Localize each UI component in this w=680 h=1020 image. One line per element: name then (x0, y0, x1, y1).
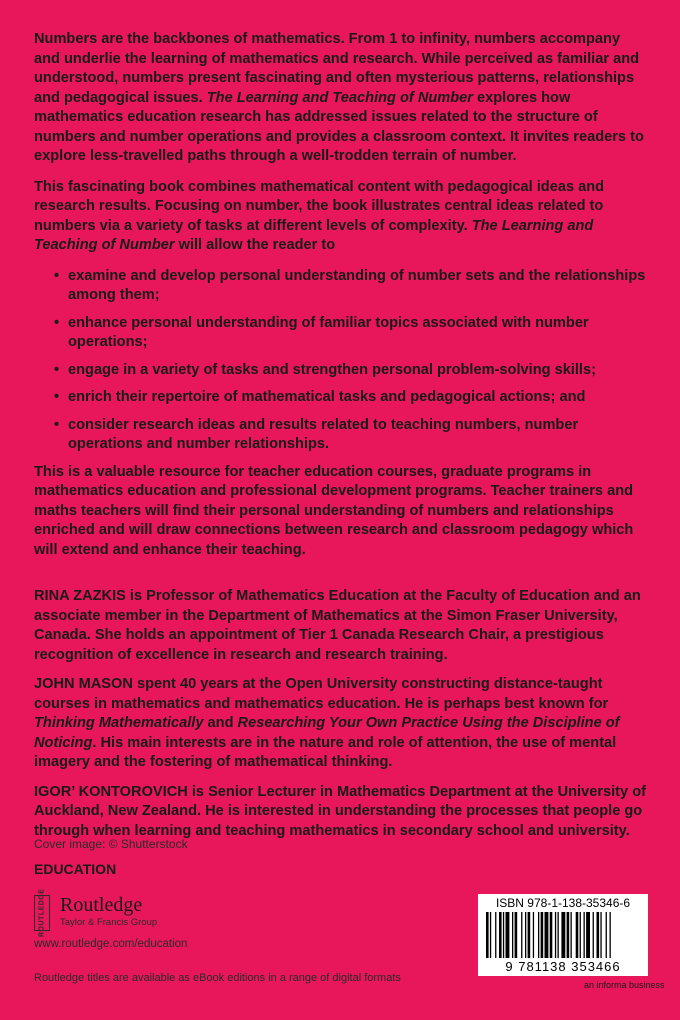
publisher-logo (34, 888, 158, 938)
book-title: The Learning and Teaching of Number (34, 217, 594, 253)
cover-image-credit: Cover image: © Shutterstock (34, 837, 188, 851)
barcode-box (478, 894, 648, 976)
bullet-icon: • (54, 389, 60, 405)
list-item: • examine and develop personal understanding of number sets and the relationships among them; (54, 267, 646, 303)
blurb-paragraph-3: This is a valuable resource for teacher education courses, graduate programs in mathematics education and professional development programs. Teacher trainers and maths teachers will find their personal understanding of numbers and relationships enriched and will draw connections between research and classroom pedagogy which will extend and enhance their teaching. (34, 463, 634, 558)
isbn-label: ISBN 978-1-138-35346-6 (495, 896, 631, 910)
ebook-note: Routledge titles are available as eBook editions in a range of digital formats (34, 972, 401, 984)
category-label: EDUCATION (34, 861, 117, 877)
bullet-list (34, 267, 650, 455)
barcode-number: 9 781138 353466 (505, 959, 621, 974)
publisher-name: Routledge (60, 894, 143, 916)
routledge-logo-icon: ROUTLEDGE (34, 895, 50, 931)
publisher-group: Taylor & Francis Group (60, 917, 158, 928)
list-item: • enrich their repertoire of mathematical tasks and pedagogical actions; and (54, 388, 650, 408)
bullet-icon: • (54, 416, 60, 433)
author-bio-zazkis: RINA ZAZKIS is Professor of Mathematics Education at the Faculty of Education and an associate member in the Department of Mathematics at the Simon Fraser University, Canada. She holds an appointment of Tier 1 Canada Research Chair, a prestigious recognition of excellence in research and research training. (34, 588, 641, 663)
informa-label: an informa business (584, 980, 665, 990)
list-item: • enhance personal understanding of familiar topics associated with number operations; (54, 314, 589, 350)
bullet-icon: • (54, 361, 60, 378)
publisher-website[interactable]: www.routledge.com/education (34, 938, 188, 950)
list-item: • consider research ideas and results related to teaching numbers, number operations and number relationships. (54, 416, 579, 452)
blurb-paragraph-2: This fascinating book combines mathematical content with pedagogical ideas and research results. Focusing on number, the book illustrates central ideas related to numbers via a variety of tasks at different levels of complexity. The Learning and Teaching of Number will allow the reader to (34, 178, 605, 253)
back-cover-text (34, 30, 650, 851)
blurb-paragraph-1: Numbers are the backbones of mathematics. From 1 to infinity, numbers accompany and underlie the learning of mathematics and research. While perceived as familiar and understood, numbers present fascinating and often mysterious patterns, relationships and pedagogical issues. The Learning and Teaching of Number explores how mathematics education research has addressed issues related to the structure of numbers and number operations and provides a classroom context. It invites readers to explore less-travelled paths through a well-trodden terrain of number. (34, 31, 644, 164)
bullet-icon: • (54, 267, 60, 284)
book-title: The Learning and Teaching of Number (206, 89, 473, 106)
barcode-icon (486, 912, 640, 958)
author-bio-kontorovich: IGOR’ KONTOROVICH is Senior Lecturer in Mathematics Department at the University of Auckland, New Zealand. He is interested in understanding the processes that people go through when learning and teaching mathematics in secondary school and university. (34, 783, 646, 839)
list-item: • engage in a variety of tasks and strengthen personal problem-solving skills; (54, 361, 650, 381)
author-bio-mason: JOHN MASON spent 40 years at the Open University constructing distance-taught courses in mathematics and mathematics education. He is perhaps best known for Thinking Mathematically and Researching Your Own Practice Using the Discipline of Noticing. His main interests are in the nature and role of attention, the use of mental imagery and the fostering of mathematical thinking. (34, 676, 620, 770)
bullet-icon: • (54, 314, 60, 331)
